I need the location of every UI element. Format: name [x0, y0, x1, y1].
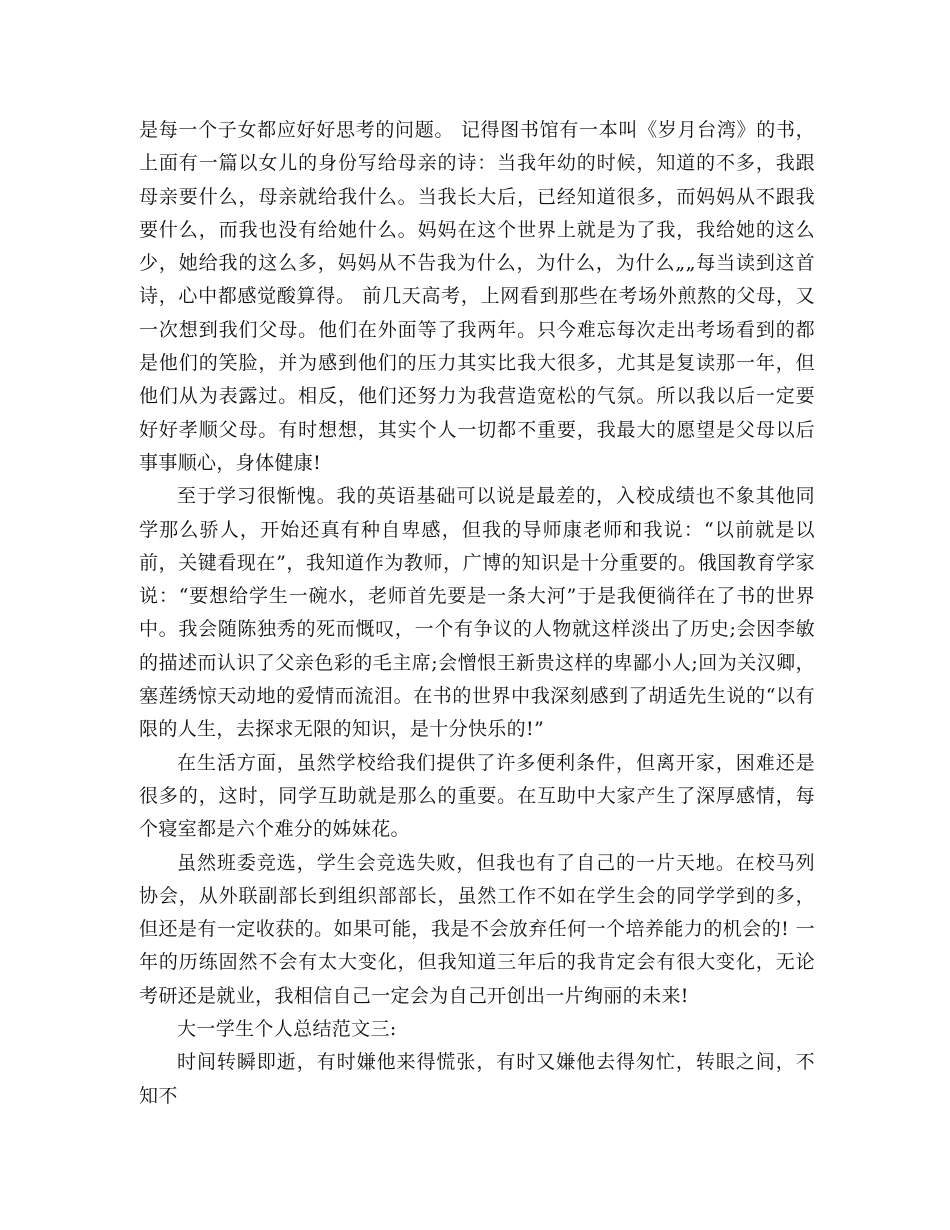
- paragraph-time: 时间转瞬即逝，有时嫌他来得慌张，有时又嫌他去得匆忙，转眼之间，不知不: [139, 1051, 815, 1107]
- paragraph-study: 至于学习很惭愧。我的英语基础可以说是最差的，入校成绩也不象其他同学那么骄人，开始还真有种自卑感，但我的导师康老师和我说：“以前就是以前，关键看现在”，我知道作为教师，广博的知识是十分重要的。俄国教育学家说：“要想给学生一碗水，老师首先要是一条大河”于是我便徜徉在了书的世界中。我会随陈独秀的死而慨叹，一个有争议的人物就这样淡出了历史;会因李敏的描述而认识了父亲色彩的毛主席;会憎恨王新贵这样的卑鄙小人;回为关汉卿，塞莲绣惊天动地的爱情而流泪。在书的世界中我深刻感到了胡适先生说的“以有限的人生，去探求无限的知识，是十分快乐的!”: [139, 485, 815, 741]
- paragraph-activities: 虽然班委竞选，学生会竞选失败，但我也有了自己的一片天地。在校马列协会，从外联副部长到组织部部长，虽然工作不如在学生会的同学学到的多，但还是有一定收获的。如果可能，我是不会放弃任何一个培养能力的机会的! 一年的历练固然不会有太大变化，但我知道三年后的我肯定会有很大变化，无论考研还是就业，我相信自己一定会为自己开创出一片绚丽的未来!: [139, 851, 815, 1007]
- section-heading: 大一学生个人总结范文三:: [177, 1018, 397, 1041]
- paragraph-life: 在生活方面，虽然学校给我们提供了许多便利条件，但离开家，困难还是很多的，这时，同学互助就是那么的重要。在互助中大家产生了深厚感情，每个寝室都是六个难分的姊妹花。: [139, 751, 815, 841]
- paragraph-parents-poem: 是每一个子女都应好好思考的问题。 记得图书馆有一本叫《岁月台湾》的书，上面有一篇以女儿的身份写给母亲的诗：当我年幼的时候，知道的不多，我跟母亲要什么，母亲就给我什么。当我长大后，已经知道很多，而妈妈从不跟我要什么，而我也没有给她什么。妈妈在这个世界上就是为了我，我给她的这么少，她给我的这么多，妈妈从不告我为什么，为什么，为什么„„每当读到这首诗，心中都感觉酸算得。 前几天高考，上网看到那些在考场外煎熬的父母，又一次想到我们父母。他们在外面等了我两年。只今难忘每次走出考场看到的都是他们的笑脸，并为感到他们的压力其实比我大很多，尤其是复读那一年，但他们从为表露过。相反，他们还努力为我营造宽松的气氛。所以我以后一定要好好孝顺父母。有时想想，其实个人一切都不重要，我最大的愿望是父母以后事事顺心，身体健康!: [139, 119, 815, 474]
- document-body: [139, 114, 815, 1113]
